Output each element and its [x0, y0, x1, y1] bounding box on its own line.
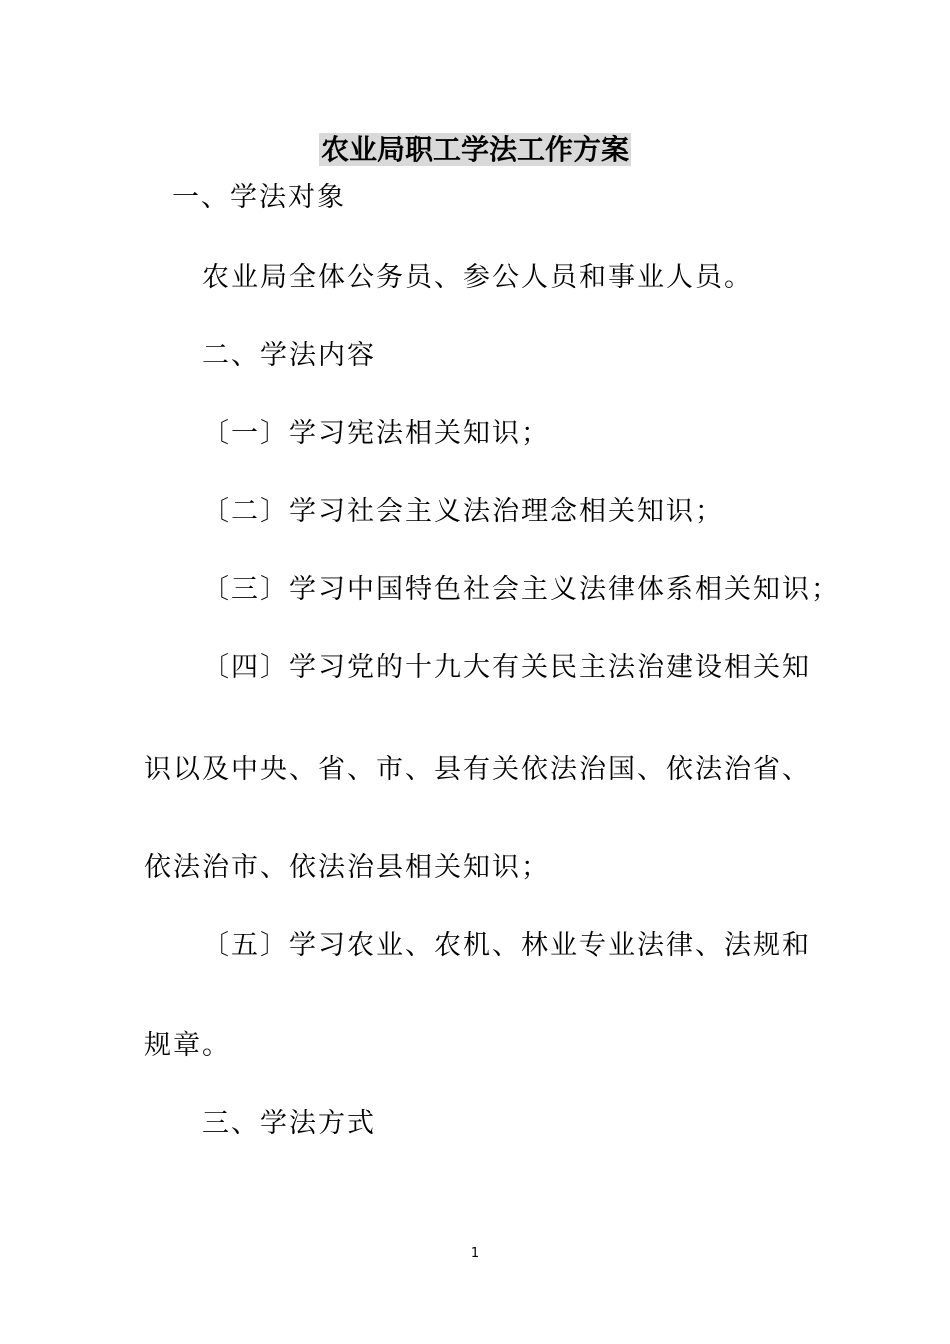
paragraph-line: 农业局全体公务员、参公人员和事业人员。 — [202, 262, 753, 293]
page-number: 1 — [470, 1246, 480, 1261]
section-heading-1: 一、学法对象 — [172, 182, 346, 213]
list-item-1: 〔一〕学习宪法相关知识； — [202, 418, 550, 449]
document-title-text: 农业局职工学法工作方案 — [320, 133, 629, 166]
list-item-4-continued: 识以及中央、省、市、县有关依法治国、依法治省、 — [144, 754, 811, 785]
list-item-3: 〔三〕学习中国特色社会主义法律体系相关知识； — [202, 574, 840, 605]
list-item-4-continued: 依法治市、依法治县相关知识； — [144, 852, 550, 883]
list-item-2: 〔二〕学习社会主义法治理念相关知识； — [202, 496, 724, 527]
list-item-5-continued: 规章。 — [144, 1030, 231, 1061]
list-item-4: 〔四〕学习党的十九大有关民主法治建设相关知 — [202, 652, 811, 683]
section-heading-2: 二、学法内容 — [202, 340, 376, 371]
document-title — [0, 130, 950, 170]
section-heading-3: 三、学法方式 — [202, 1108, 376, 1139]
list-item-5: 〔五〕学习农业、农机、林业专业法律、法规和 — [202, 930, 811, 961]
